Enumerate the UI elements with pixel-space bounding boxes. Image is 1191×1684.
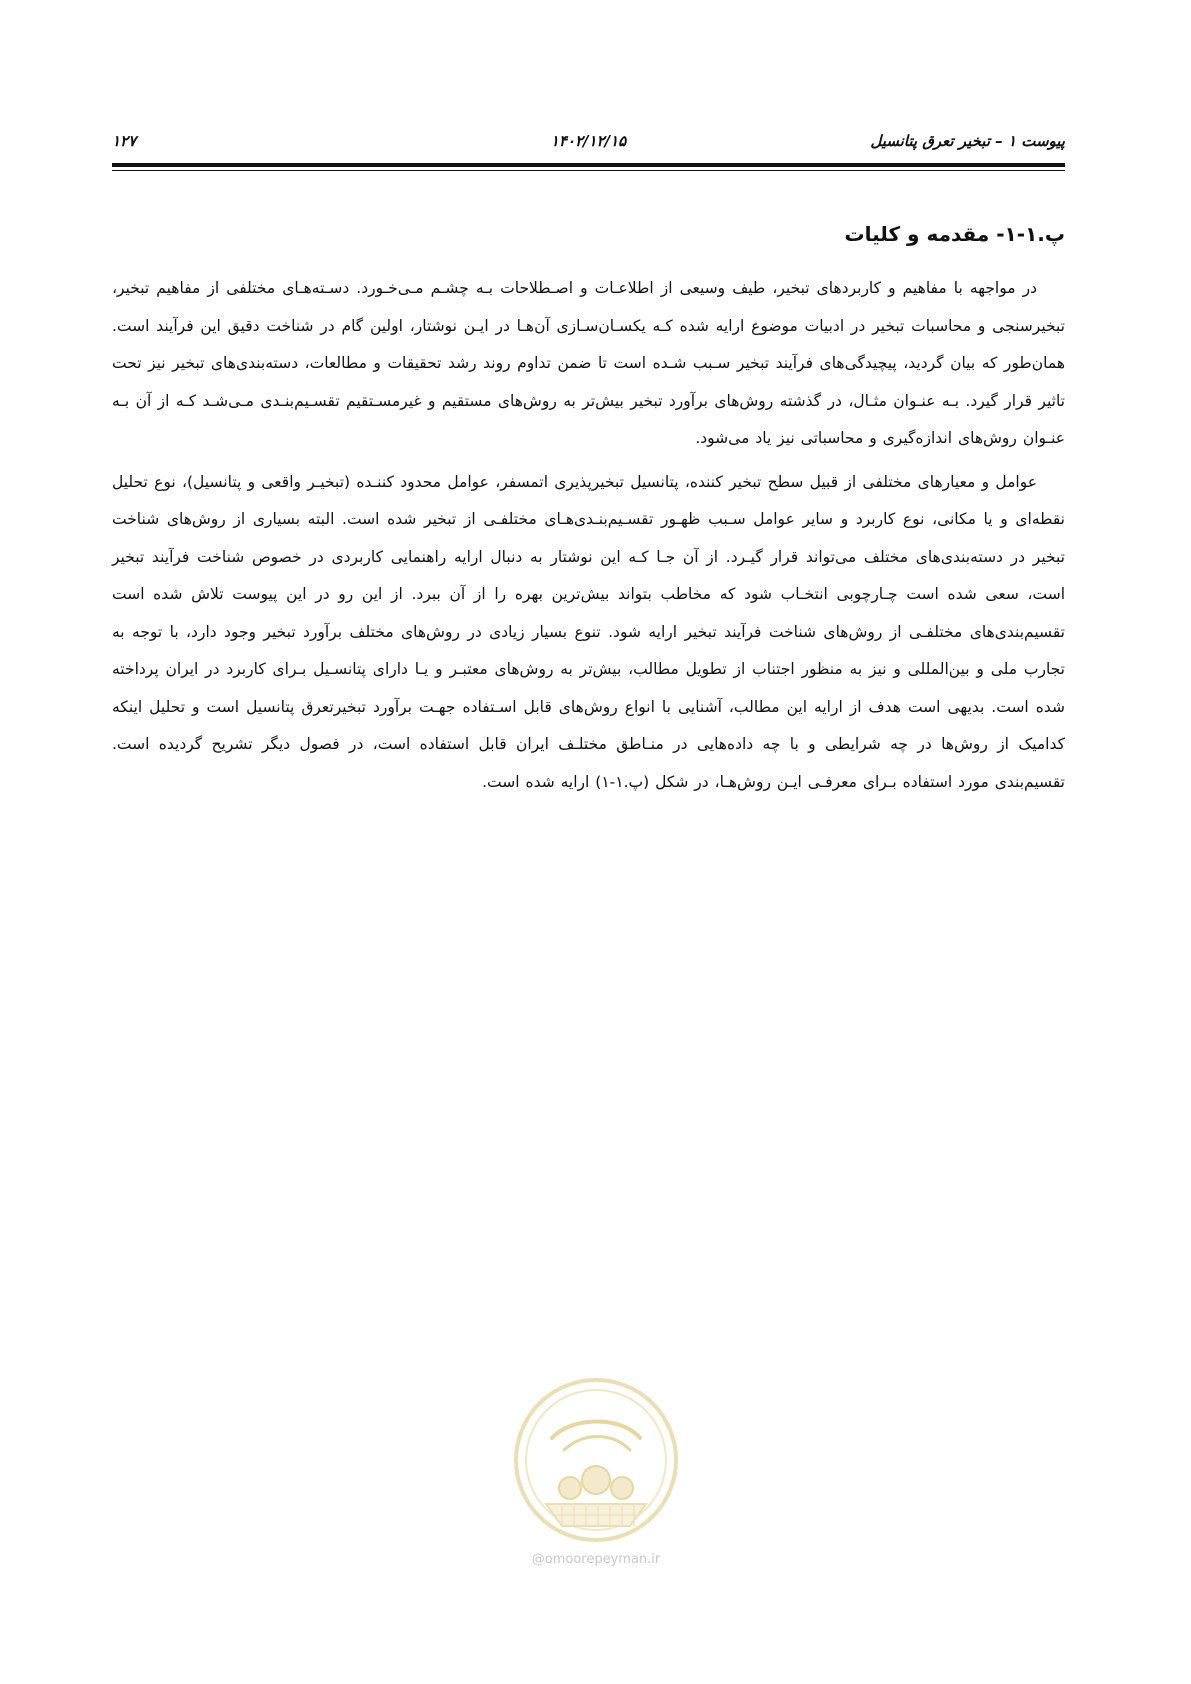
header-rule-thin	[112, 170, 1065, 171]
main-content	[112, 216, 1065, 807]
section-heading: پ.۱-۱- مقدمه و کلیات	[844, 222, 1065, 246]
watermark-url: @omoorepeyman.ir	[531, 1552, 661, 1567]
running-title: پیوست ۱ – تبخیر تعرق پتانسیل	[870, 132, 1065, 150]
page-number: ۱۲۷	[112, 132, 137, 150]
page-header	[112, 128, 1065, 154]
body-paragraph-2: عوامل و معیارهای مختلفی از قبیل سطح تبخیر کننده، پتانسیل تبخیرپذیری اتمسفر، عوامل محدود کننـده (تبخیـر واقعی و پتانسیل)، نوع تحلیل نقطه‌ای و یا مکانی، نوع کاربرد و سایر عوامل سـبب ظهـور تقسـیم‌بنـدی‌هـای مختلفـی از تبخیر شده است. البته بسیاری از روش‌های شناخت تبخیر در دسته‌بندی‌های مختلف می‌تواند قرار گیـرد. از آن جـا کـه این نوشتار به دنبال ارایه راهنمایی کاربردی در خصوص شناخت فرآیند تبخیر است، سعی شده است چـارچوبی انتخـاب شود که مخاطب بتواند بیش‌ترین بهره را از آن ببرد. از این رو در این پیوست تلاش شده است تقسیم‌بندی‌های مختلفـی از روش‌های شناخت فرآیند تبخیر ارایه شود. تنوع بسیار زیادی در روش‌های مختلف برآورد تبخیر وجود دارد، با توجه به تجارب ملی و بین‌المللی و نیز به منظور اجتناب از تطویل مطالب، بیش‌تر به روش‌های معتبـر و یـا دارای پتانسـیل بـرای کاربرد در ایران پرداخته شده است. بدیهی است هدف از ارایه این مطالب، آشنایی با انواع روش‌های قابل اسـتفاده جهـت برآورد تبخیرتعرق پتانسیل است و تحلیل اینکه کدامیک از روش‌ها در چه شرایطی و با چه داده‌هایی در منـاطق مختلـف ایران قابل استفاده است، در فصول دیگر تشریح گردیده است. تقسیم‌بندی مورد استفاده بـرای معرفـی ایـن روش‌هـا، در شکل (پ.۱-۱) ارایه شده است.	[112, 472, 1065, 791]
header-date: ۱۴۰۲/۱۲/۱۵	[550, 132, 627, 150]
seal-emblem-icon	[512, 1376, 680, 1544]
header-rule-thick	[112, 163, 1065, 167]
body-paragraph-1: در مواجهه با مفاهیم و کاربردهای تبخیر، طیف وسیعی از اطلاعـات و اصـطلاحات بـه چشـم مـی‌خـورد. دسـته‌هـای مختلفی از مفاهیم تبخیر، تبخیرسنجی و محاسبات تبخیر در ادبیات موضوع ارایه شده کـه یکسـان‌سـازی آن‌هـا در ایـن نوشتار، اولین گام در شناخت دقیق این فرآیند است. همان‌طور که بیان گردید، پیچیدگی‌های فرآیند تبخیر سـبب شـده است تا ضمن تداوم روند رشد تحقیقات و مطالعات، دسته‌بندی‌های تبخیر نیز تحت تاثیر قرار گیرد. بـه عنـوان مثـال، در گذشته روش‌های برآورد تبخیر بیش‌تر به روش‌های مستقیم و غیرمسـتقیم تقسـیم‌بنـدی مـی‌شـد کـه از آن بـه عنـوان روش‌های اندازه‌گیری و محاسباتی نیز یاد می‌شود.	[112, 279, 1065, 447]
